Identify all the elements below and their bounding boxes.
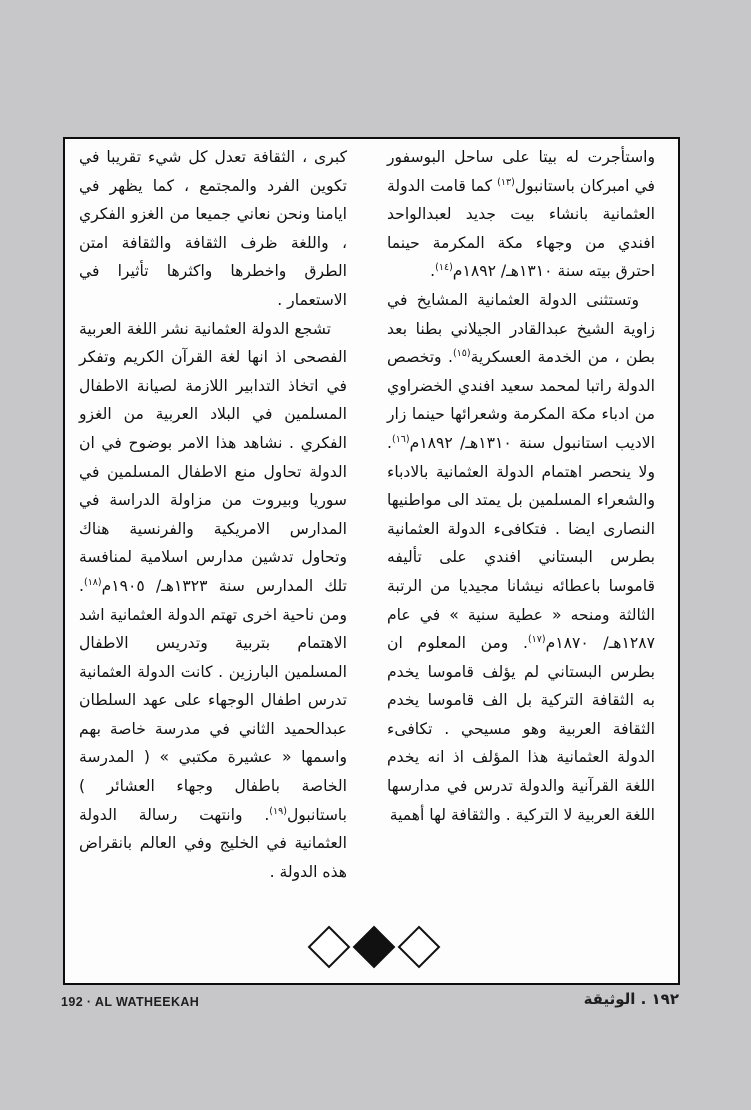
paragraph-text: . وتخصص الدولة راتبا لمحمد سعيد افندي الخضراوي من ادباء مكة المكرمة وشعرائها حينما زار الاديب استانبول سنة ١٣١٠هـ/ ١٨٩٢م	[387, 348, 655, 452]
paragraph-text: كبرى ، الثقافة تعدل كل شيء تقريبا في تكوين الفرد والمجتمع ، كما يظهر في ايامنا ونحن نعاني جميعا من الغزو الفكري ، واللغة ظرف الثقافة والثقافة امتن الطرق واخطرها واكثرها تأثيرا في الاستعمار .	[79, 148, 347, 309]
text-column-left	[79, 143, 347, 886]
diamond-filled-icon	[354, 927, 394, 967]
footnote-ref: (١٨)	[83, 576, 102, 588]
paragraph	[387, 286, 655, 829]
paragraph-text: تشجع الدولة العثمانية نشر اللغة العربية الفصحى اذ انها لغة القرآن الكريم وتفكر في اتخاذ التدابير اللازمة لصيانة الاطفال المسلمين في البلاد العربية من الغزو الفكري . نشاهد هذا الامر بوضوح في ان الدولة تحاول منع الاطفال المسلمين في سوريا وبيروت من مزاولة الدراسة في المدارس الامريكية والفرنسية هناك وتحاول تدشين مدارس اسلامية لمنافسة تلك المدارس سنة ١٣٢٣هـ/ ١٩٠٥م	[79, 319, 347, 595]
paragraph-text: . وانتهت رسالة الدولة العثمانية في الخليج وفي العالم بانقراض هذه الدولة .	[79, 805, 347, 881]
footnote-ref: (١٩)	[269, 805, 287, 817]
page-footer-arabic: ١٩٢ . الوثيقة	[583, 990, 679, 1008]
paragraph-text: . ولا ينحصر اهتمام الدولة العثمانية بالادباء والشعراء المسلمين بل يمتد الى مواطنيها النصارى ايضا . فتكافىء الدولة العثمانية بطرس البستاني افندي على تأليفه قاموسا باعطائه نيشانا مجيديا من الرتبة الثالثة ومنحه « عطية سنية » في عام ١٢٨٧هـ/ ١٨٧٠م	[387, 433, 655, 653]
footnote-ref: (١٧)	[527, 634, 546, 646]
diamond-outline-icon	[309, 927, 349, 967]
diamond-ornament	[305, 923, 443, 971]
footnote-ref: (١٤)	[435, 262, 453, 274]
diamond-outline-icon	[399, 927, 439, 967]
page-footer-english: 192 · AL WATHEEKAH	[61, 995, 200, 1009]
text-column-right	[387, 143, 655, 829]
paragraph-text: . ومن المعلوم ان بطرس البستاني لم يؤلف قاموسا يخدم به الثقافة التركية بل الف قاموسا يخدم الثقافة العربية وهو مسيحي . تكافىء الدولة العثمانية هذا المؤلف اذ انه يخدم اللغة القرآنية والدولة تدرس في مدارسها اللغة العربية لا التركية . والثقافة لها أهمية	[387, 634, 655, 824]
article-frame	[63, 137, 680, 985]
paragraph-text: . ومن ناحية اخرى تهتم الدولة العثمانية اشد الاهتمام بتربية وتدريس الاطفال المسلمين البارزين . كانت الدولة العثمانية تدرس اطفال الوجهاء على عهد السلطان عبدالحميد الثاني في مدرسة خاصة بهم واسمها « عشيرة مكتبي » ( المدرسة الخاصة باطفال وجهاء العشائر ) باستانبول	[79, 576, 347, 824]
paragraph-text: .	[430, 262, 436, 281]
paragraph-text: واستأجرت له بيتا على ساحل البوسفور في امبركان باستانبول	[387, 148, 655, 195]
paragraph	[79, 315, 347, 887]
paragraph-text: وتستثنى الدولة العثمانية المشايخ في زاوية الشيخ عبدالقادر الجيلاني بطنا بعد بطن ، من الخدمة العسكرية	[387, 290, 655, 367]
paragraph	[387, 143, 655, 286]
paragraph	[79, 143, 347, 315]
footnote-ref: (١٣)	[497, 176, 515, 188]
paragraph-text: كما قامت الدولة العثمانية بانشاء بيت جديد لعبدالواحد افندي من وجهاء مكة المكرمة حينما احترق بيته سنة ١٣١٠هـ/ ١٨٩٢م	[387, 176, 655, 281]
footnote-ref: (١٥)	[452, 348, 471, 360]
footnote-ref: (١٦)	[391, 433, 410, 445]
